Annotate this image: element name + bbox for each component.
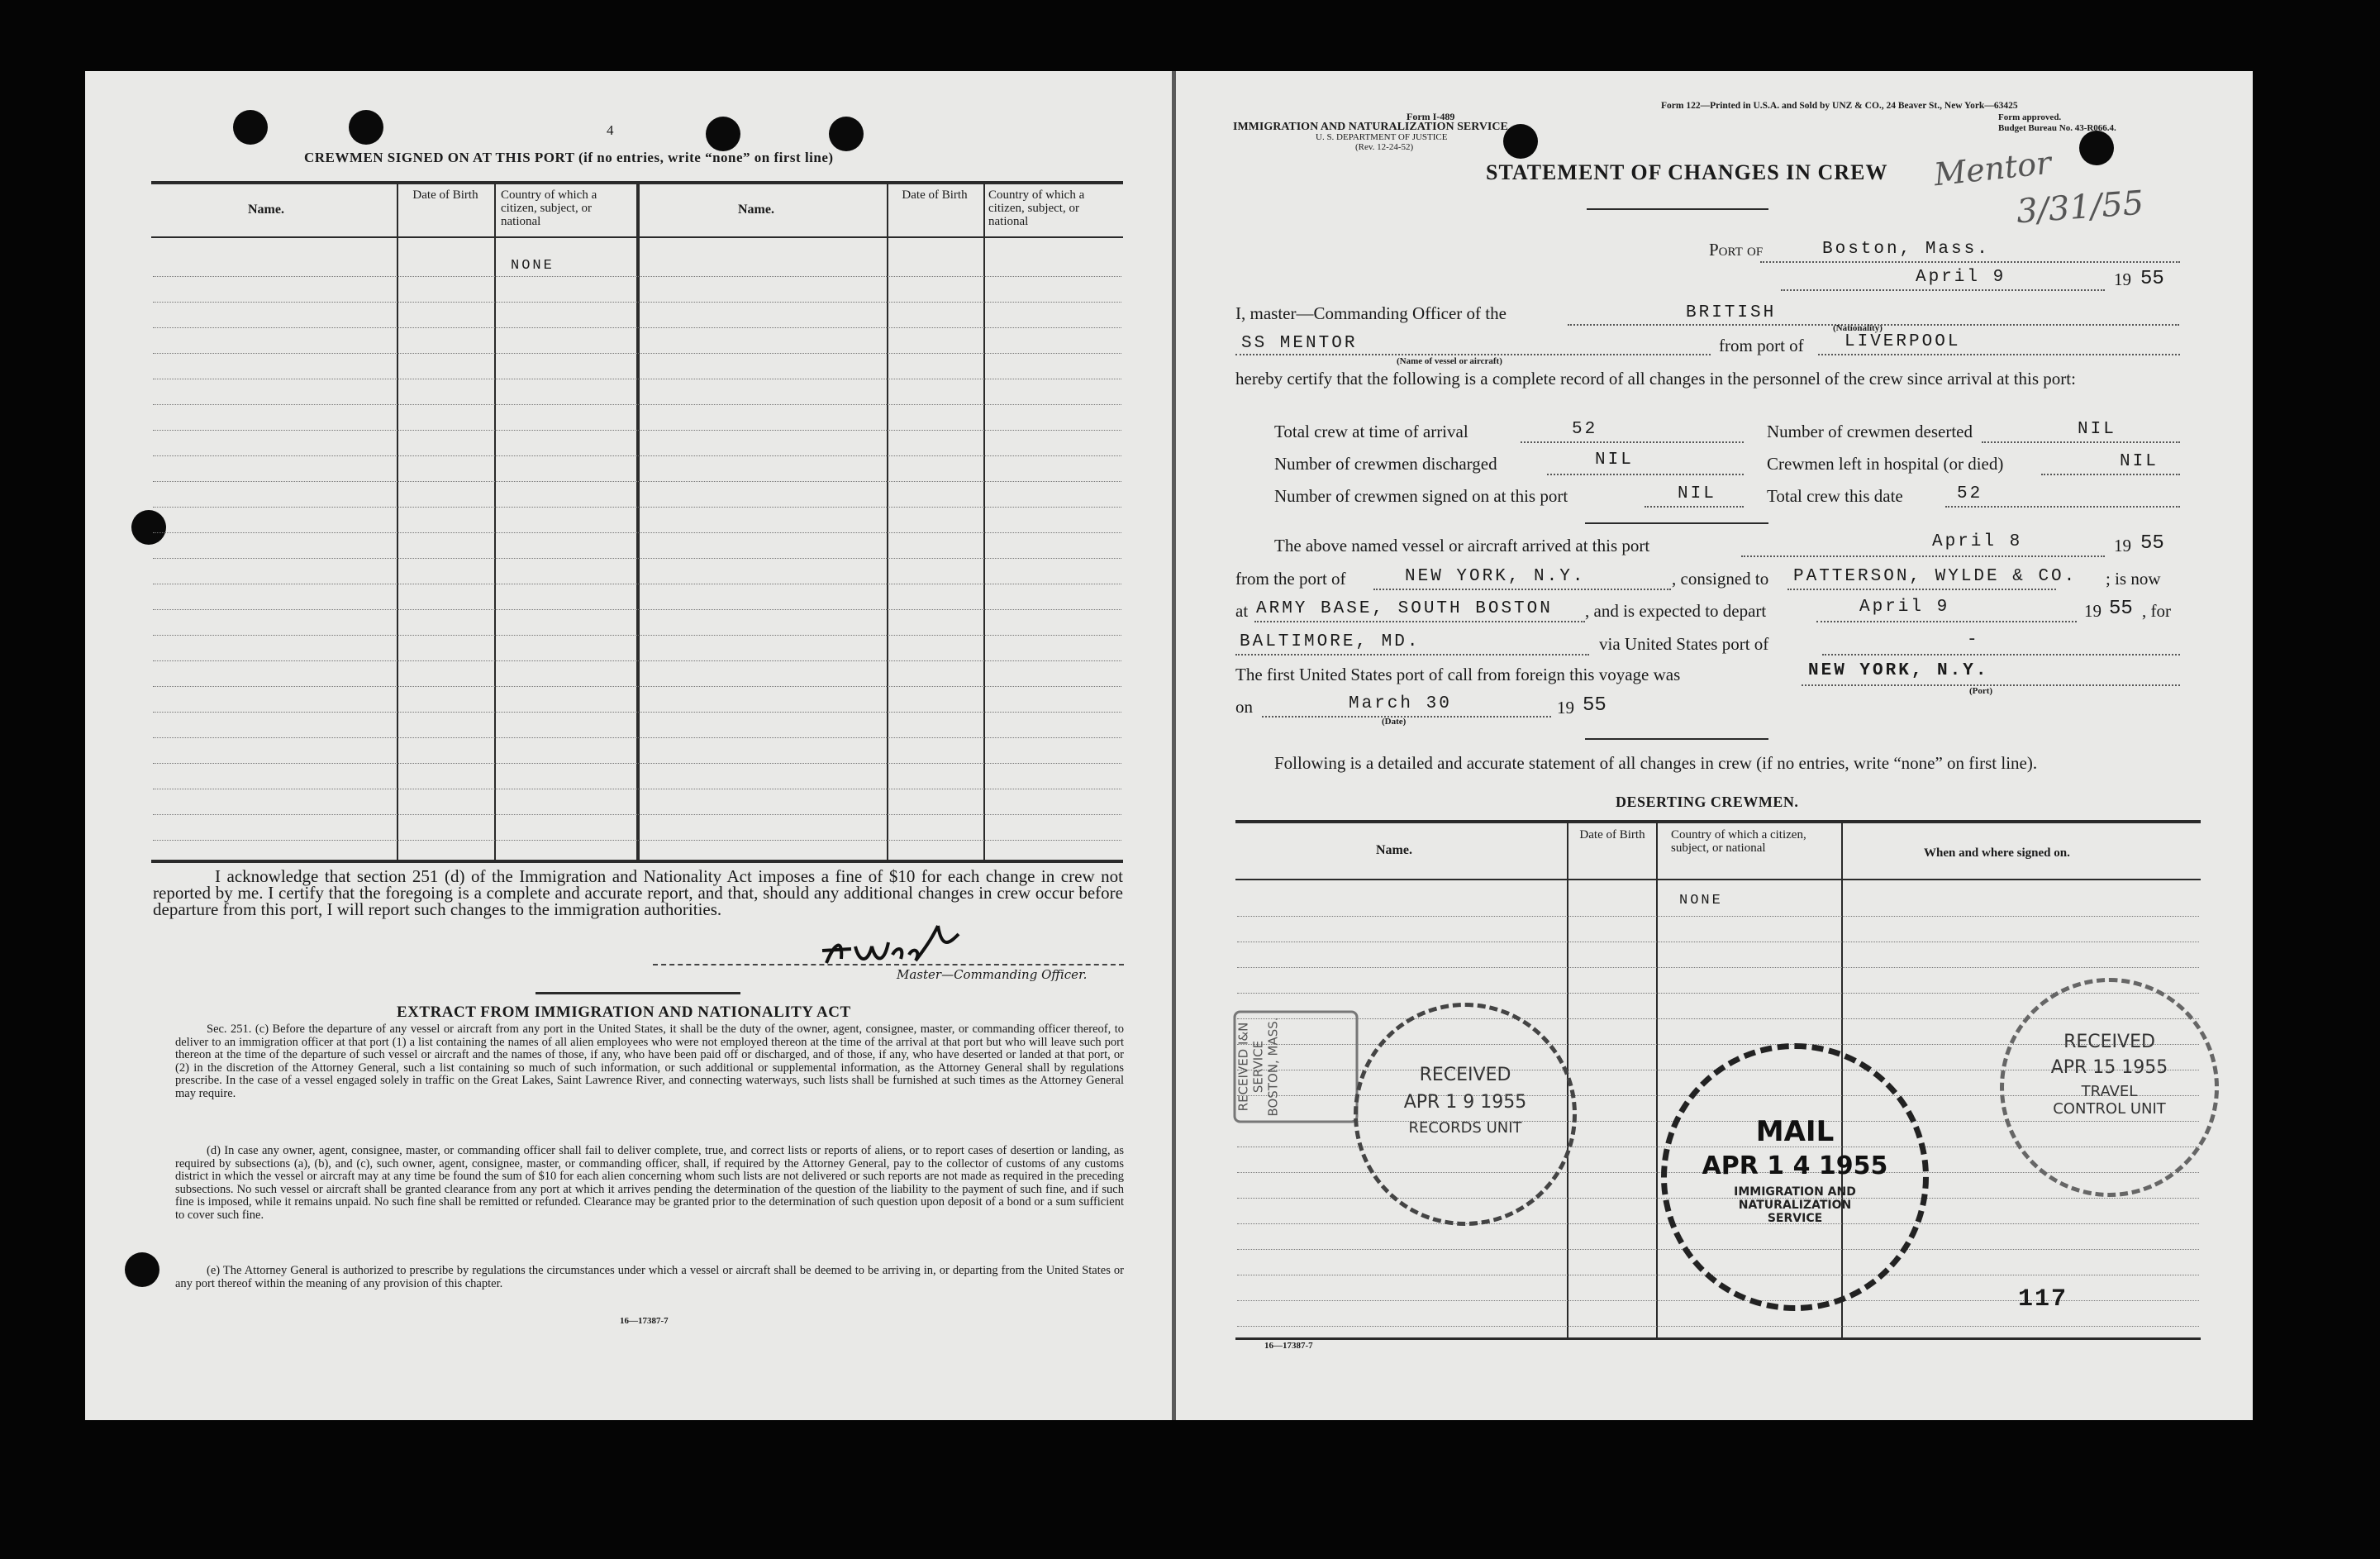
- table-row: [153, 327, 1121, 328]
- received-stamp-boston: RECEIVED I&N SERVICE BOSTON, MASS.: [1234, 1011, 1359, 1123]
- fill-line: [1787, 589, 2056, 590]
- stamp-received-text: RECEIVED: [1419, 1065, 1511, 1085]
- table-row: [153, 481, 1121, 482]
- table-row: [153, 507, 1121, 508]
- travel-control-stamp: [2000, 978, 2219, 1197]
- punch-hole: [233, 110, 268, 145]
- table-row: [153, 686, 1121, 687]
- fill-line: [2041, 474, 2180, 475]
- at-label: at: [1235, 601, 1249, 621]
- column-divider: [636, 183, 640, 861]
- table-row: [153, 737, 1121, 738]
- consigned-value: PATTERSON, WYLDE & CO.: [1793, 567, 2078, 586]
- table-row: [153, 404, 1121, 405]
- via-label: via United States port of: [1599, 634, 1769, 654]
- location-value: ARMY BASE, SOUTH BOSTON: [1256, 599, 1553, 618]
- table-row: [153, 532, 1121, 533]
- signature-caption: Master—Commanding Officer.: [897, 967, 1088, 982]
- first-year: 55: [1583, 694, 1606, 717]
- punch-hole: [829, 117, 864, 151]
- from-port-value: LIVERPOOL: [1844, 332, 1961, 351]
- report-year-prefix: 19: [2114, 269, 2131, 289]
- table-row: [1237, 916, 2199, 917]
- column-divider: [887, 183, 888, 861]
- fill-line: [1254, 621, 1585, 622]
- signed-on-value: NIL: [1678, 484, 1716, 503]
- fill-line: [1822, 654, 2180, 656]
- total-arrival-value: 52: [1572, 420, 1598, 439]
- col-date-of-birth: Date of Birth: [412, 188, 478, 202]
- budget-bureau: Budget Bureau No. 43-R066.4.: [1998, 123, 2116, 133]
- stamp-date-text: APR 1 9 1955: [1403, 1092, 1527, 1113]
- stamp-mail-text: MAIL: [1755, 1115, 1835, 1148]
- col-name-2: Name.: [738, 203, 774, 217]
- report-date: April 9: [1916, 268, 2006, 287]
- table-row: [1237, 967, 2199, 968]
- total-today-value: 52: [1957, 484, 1983, 503]
- certify-text: hereby certify that the following is a complete record of all changes in the personnel of the crew since arrival at this port:: [1235, 369, 2076, 389]
- department: U. S. DEPARTMENT OF JUSTICE: [1316, 132, 1448, 142]
- form-title: STATEMENT OF CHANGES IN CREW: [1486, 160, 1888, 184]
- table-row: [153, 635, 1121, 636]
- col-name: Name.: [248, 203, 284, 217]
- for-label: , for: [2142, 601, 2171, 621]
- punch-hole: [125, 1252, 159, 1287]
- depart-date: April 9: [1859, 598, 1950, 617]
- handwritten-name: Mentor: [1932, 144, 2054, 193]
- total-arrival-label: Total crew at time of arrival: [1274, 422, 1468, 441]
- table-row: [153, 276, 1121, 277]
- right-footer-code: 16—17387-7: [1264, 1341, 1313, 1351]
- fill-line: [1235, 654, 1589, 656]
- consigned-label: , consigned to: [1672, 569, 1769, 589]
- nationality-value: BRITISH: [1686, 303, 1777, 322]
- extract-paragraph-d: (d) In case any owner, agent, consignee, master, or commanding officer shall fail to deliver complete, true, and correct lists or reports of aliens, or to report cases of desertion or landing, as required by subsections (a), (b), and (c), such owner, agent, consignee, master, or commanding officer, shall, if required by the Attorney General, pay to the collector of customs of any customs district in which the vessel or aircraft may at any time be found the sum of $10 for each alien concerning whom such lists are not delivered or such reports are not made as required in the preceding subsections. No such vessel or aircraft shall be granted clearance from any port at which it arrives pending the determination of the question of the liability to the payment of such fine, and if such fine is imposed, while it remains unpaid. No such fine shall be remitted or refunded. Clearance may be granted prior to the determination of such question upon deposit of a bond or a sum sufficient to cover such fine.: [175, 1144, 1124, 1222]
- master-text: I, master—Commanding Officer of the: [1235, 303, 1507, 323]
- stamp-date-text: APR 1 4 1955: [1702, 1151, 1888, 1180]
- mail-received-stamp: [1661, 1043, 1929, 1311]
- col-name: Name.: [1376, 843, 1412, 857]
- punch-hole: [706, 117, 740, 151]
- is-now-label: ; is now: [2106, 569, 2161, 589]
- arrived-date: April 8: [1932, 532, 2023, 551]
- deserting-title: DESERTING CREWMEN.: [1616, 794, 1799, 810]
- first-date: March 30: [1349, 694, 1452, 713]
- on-label: on: [1235, 697, 1253, 717]
- from-port-label: from port of: [1719, 336, 1804, 355]
- col-date-of-birth-2: Date of Birth: [902, 188, 968, 202]
- stamp-unit-text: TRAVEL CONTROL UNIT: [2053, 1083, 2166, 1118]
- col-when-where: When and where signed on.: [1924, 846, 2070, 860]
- table-row: [153, 558, 1121, 559]
- from-port2-value: NEW YORK, N.Y.: [1405, 567, 1586, 586]
- left-section-title: CREWMEN SIGNED ON AT THIS PORT (if no entries, write “none” on first line): [304, 150, 834, 165]
- column-divider: [494, 183, 496, 861]
- depart-year: 55: [2109, 598, 2133, 620]
- fill-line: [1547, 474, 1744, 475]
- report-year: 55: [2140, 268, 2164, 290]
- extract-title: EXTRACT FROM IMMIGRATION AND NATIONALITY ACT: [397, 1004, 851, 1021]
- port-of-value: Boston, Mass.: [1822, 240, 1990, 259]
- col-country-2: Country of which a citizen, subject, or national: [988, 188, 1085, 228]
- fill-line: [1760, 261, 2180, 263]
- port-caption: (Port): [1969, 686, 1993, 696]
- following-text: Following is a detailed and accurate statement of all changes in crew (if no entries, write “none” on first line).: [1274, 753, 2038, 773]
- column-divider: [983, 183, 985, 861]
- first-port-value: NEW YORK, N.Y.: [1808, 661, 1989, 680]
- signed-on-label: Number of crewmen signed on at this port: [1274, 486, 1568, 506]
- table-top-rule: [1235, 820, 2201, 823]
- col-country: Country of which a citizen, subject, or national: [1671, 828, 1806, 855]
- column-divider: [1656, 822, 1658, 1337]
- table-row: [153, 763, 1121, 764]
- from-port2-label: from the port of: [1235, 569, 1346, 589]
- vessel-name: SS MENTOR: [1241, 334, 1358, 353]
- fill-line: [1781, 289, 2105, 291]
- table-row: [153, 814, 1121, 815]
- table-row: [153, 660, 1121, 661]
- table-row: [153, 430, 1121, 431]
- table-bottom-rule: [1235, 1337, 2201, 1340]
- form-number: Form I-489: [1407, 111, 1455, 122]
- via-value: -: [1967, 631, 1980, 650]
- discharged-label: Number of crewmen discharged: [1274, 454, 1497, 474]
- acknowledgement-text: I acknowledge that section 251 (d) of the Immigration and Nationality Act imposes a fine of $10 for each change in crew not reported by me. I certify that the foregoing is a complete and accurate report, and that, should any additional changes in crew occur before departure from this port, I will report such changes to the immigration authorities.: [153, 866, 1123, 919]
- arrived-text: The above named vessel or aircraft arrived at this port: [1274, 536, 1650, 555]
- left-first-entry: NONE: [511, 258, 555, 274]
- divider: [1587, 208, 1768, 210]
- left-footer-code: 16—17387-7: [620, 1316, 669, 1326]
- stamp-agency-text: IMMIGRATION AND NATURALIZATION SERVICE: [1734, 1185, 1856, 1225]
- fill-line: [1645, 506, 1744, 508]
- extract-paragraph-c: Sec. 251. (c) Before the departure of any vessel or aircraft from any port in the United States, it shall be the duty of the owner, agent, consignee, master, or commanding officer thereof, to deliver to an immigration officer at that port (1) a list containing the names of all alien employees who were not employed thereon at the time of the arrival at that port but who will leave such port thereon at the time of the departure of such vessel or aircraft and the names of those, if any, who have been paid off or discharged, and of those, if any, who have deserted or landed at that port, or (2) in the discretion of the Attorney General, such a list containing so much of such information, or such additional or supplemental information, as the Attorney General shall by regulations prescribe. In the case of a vessel engaged solely in traffic on the Great Lakes, Saint Lawrence River, and connecting waterways, such lists shall be furnished at such times as the Attorney General may require.: [175, 1023, 1124, 1100]
- table-row: [153, 712, 1121, 713]
- stamp-unit-text: RECORDS UNIT: [1408, 1119, 1522, 1137]
- fill-line: [1741, 555, 2105, 557]
- nationality-caption: (Nationality): [1833, 323, 1883, 333]
- printer-note: Form 122—Printed in U.S.A. and Sold by UNZ & CO., 24 Beaver St., New York—63425: [1661, 101, 2018, 111]
- discharged-value: NIL: [1595, 451, 1634, 470]
- form-approved: Form approved.: [1998, 112, 2062, 122]
- depart-text: , and is expected to depart: [1585, 601, 1767, 621]
- depart-year-prefix: 19: [2084, 601, 2102, 621]
- first-port-text: The first United States port of call from foreign this voyage was: [1235, 665, 1681, 684]
- col-date-of-birth: Date of Birth: [1579, 828, 1645, 841]
- table-row: [153, 455, 1121, 456]
- arrived-year: 55: [2140, 532, 2164, 555]
- revision: (Rev. 12-24-52): [1355, 142, 1414, 152]
- handwritten-date: 3/31/55: [2015, 184, 2145, 231]
- fill-line: [1373, 589, 1671, 590]
- table-header-rule: [1235, 879, 2201, 880]
- fill-line: [1235, 354, 1711, 355]
- agency: IMMIGRATION AND NATURALIZATION SERVICE: [1233, 121, 1508, 133]
- col-country: Country of which a citizen, subject, or national: [501, 188, 597, 228]
- left-page-number: 4: [607, 122, 614, 138]
- vessel-caption: (Name of vessel or aircraft): [1397, 356, 1502, 366]
- stamp-received-text: RECEIVED: [2063, 1032, 2155, 1052]
- table-row: [1237, 1326, 2199, 1327]
- signature-line: [653, 964, 1124, 965]
- destination-value: BALTIMORE, MD.: [1240, 632, 1421, 651]
- table-row: [153, 609, 1121, 610]
- page-number-stamp: 117: [2018, 1285, 2068, 1313]
- fill-line: [1818, 354, 2180, 355]
- extract-paragraph-e: (e) The Attorney General is authorized to prescribe by regulations the circumstances under which a vessel or aircraft shall be deemed to be arriving in, or departing from the United States or any port thereof within the meaning of any provision of this chapter.: [175, 1264, 1124, 1290]
- punch-hole: [349, 110, 383, 145]
- date-caption: (Date): [1382, 717, 1407, 727]
- divider: [536, 992, 740, 994]
- table-row: [153, 840, 1121, 841]
- punch-hole: [131, 510, 166, 545]
- fill-line: [1262, 716, 1551, 718]
- punch-hole: [2079, 131, 2114, 165]
- column-divider: [397, 183, 398, 861]
- divider: [1585, 738, 1768, 740]
- port-of-label: Port of: [1709, 240, 1764, 260]
- received-records-stamp: [1354, 1003, 1577, 1226]
- fill-line: [1982, 441, 2180, 443]
- deserted-label: Number of crewmen deserted: [1767, 422, 1973, 441]
- fill-line: [1521, 441, 1744, 443]
- right-first-entry: NONE: [1679, 893, 1723, 908]
- stamp-date-text: APR 15 1955: [2050, 1057, 2168, 1078]
- total-today-label: Total crew this date: [1767, 486, 1903, 506]
- punch-hole: [1503, 124, 1538, 159]
- fill-line: [1816, 621, 2077, 622]
- fill-line: [1945, 506, 2180, 508]
- first-year-prefix: 19: [1557, 698, 1574, 718]
- deserted-value: NIL: [2078, 420, 2116, 439]
- hospital-label: Crewmen left in hospital (or died): [1767, 454, 2004, 474]
- arrived-year-prefix: 19: [2114, 536, 2131, 555]
- table-row: [153, 302, 1121, 303]
- divider: [1585, 522, 1768, 524]
- hospital-value: NIL: [2120, 452, 2159, 471]
- table-row: [153, 353, 1121, 354]
